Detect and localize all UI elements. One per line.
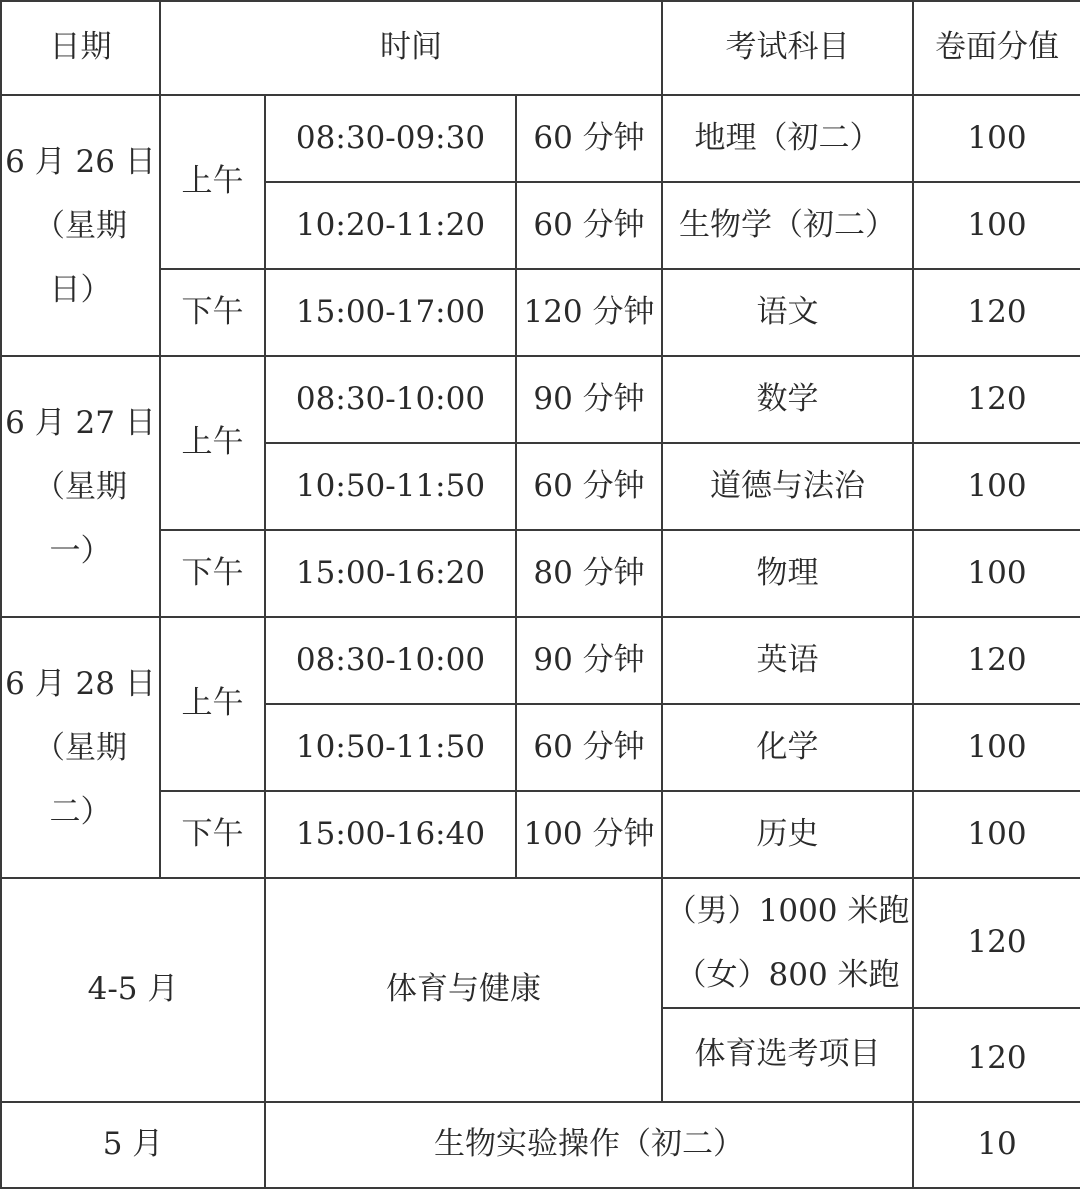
pe-item-line: （男）1000 米跑 (665, 893, 910, 929)
exam-time: 10:50-11:50 (265, 443, 516, 530)
exam-score: 100 (913, 704, 1080, 791)
exam-duration: 60 分钟 (516, 182, 662, 269)
pe-item-run (662, 878, 913, 1008)
header-date: 日期 (1, 1, 160, 95)
date-line: 6 月 26 日 (5, 143, 156, 180)
pe-date: 4-5 月 (1, 878, 265, 1102)
bio-lab-date: 5 月 (1, 1102, 265, 1188)
exam-time: 10:20-11:20 (265, 182, 516, 269)
exam-time: 10:50-11:50 (265, 704, 516, 791)
pe-item-line: （女）800 米跑 (675, 957, 900, 993)
date-line: （星期 (34, 729, 127, 766)
table-row (1, 269, 1080, 356)
date-cell (1, 95, 160, 356)
exam-score: 100 (913, 791, 1080, 878)
header-time: 时间 (160, 1, 662, 95)
date-cell (1, 617, 160, 878)
exam-subject: 生物学（初二） (662, 182, 913, 269)
table-row (1, 530, 1080, 617)
exam-subject: 历史 (662, 791, 913, 878)
header-subject: 考试科目 (662, 1, 913, 95)
exam-duration: 60 分钟 (516, 443, 662, 530)
exam-time: 08:30-10:00 (265, 356, 516, 443)
exam-score: 100 (913, 443, 1080, 530)
date-line: 6 月 28 日 (5, 665, 156, 702)
exam-duration: 100 分钟 (516, 791, 662, 878)
table-row (1, 95, 1080, 182)
exam-score: 100 (913, 530, 1080, 617)
pe-item-elective: 体育选考项目 (662, 1008, 913, 1102)
exam-subject: 英语 (662, 617, 913, 704)
date-line: （星期 (34, 207, 127, 244)
table-row (1, 356, 1080, 443)
exam-score: 120 (913, 356, 1080, 443)
afternoon-label: 下午 (160, 530, 265, 617)
exam-score: 100 (913, 95, 1080, 182)
morning-label: 上午 (160, 617, 265, 791)
exam-subject: 地理（初二） (662, 95, 913, 182)
table-row (1, 617, 1080, 704)
date-line: 6 月 27 日 (5, 404, 156, 441)
exam-duration: 80 分钟 (516, 530, 662, 617)
exam-time: 15:00-16:20 (265, 530, 516, 617)
exam-time: 15:00-16:40 (265, 791, 516, 878)
date-line: 日） (49, 271, 112, 308)
morning-label: 上午 (160, 356, 265, 530)
exam-time: 08:30-10:00 (265, 617, 516, 704)
exam-score: 120 (913, 269, 1080, 356)
bio-lab-score: 10 (913, 1102, 1080, 1188)
pe-item-run-score: 120 (913, 878, 1080, 1008)
afternoon-label: 下午 (160, 269, 265, 356)
morning-label: 上午 (160, 95, 265, 269)
exam-score: 120 (913, 617, 1080, 704)
date-line: （星期 (34, 468, 127, 505)
header-score: 卷面分值 (913, 1, 1080, 95)
pe-name: 体育与健康 (265, 878, 662, 1102)
table-row (1, 1102, 1080, 1188)
exam-subject: 道德与法治 (662, 443, 913, 530)
exam-duration: 120 分钟 (516, 269, 662, 356)
exam-time: 08:30-09:30 (265, 95, 516, 182)
exam-duration: 60 分钟 (516, 704, 662, 791)
date-cell (1, 356, 160, 617)
table-row (1, 878, 1080, 1008)
exam-duration: 90 分钟 (516, 617, 662, 704)
exam-time: 15:00-17:00 (265, 269, 516, 356)
date-line: 一） (49, 532, 112, 569)
exam-duration: 90 分钟 (516, 356, 662, 443)
afternoon-label: 下午 (160, 791, 265, 878)
pe-item-elective-score: 120 (913, 1008, 1080, 1102)
header-row (1, 1, 1080, 95)
exam-subject: 语文 (662, 269, 913, 356)
bio-lab-name: 生物实验操作（初二） (265, 1102, 913, 1188)
exam-subject: 物理 (662, 530, 913, 617)
exam-duration: 60 分钟 (516, 95, 662, 182)
date-line: 二） (49, 793, 112, 830)
exam-score: 100 (913, 182, 1080, 269)
exam-subject: 化学 (662, 704, 913, 791)
exam-subject: 数学 (662, 356, 913, 443)
table-row (1, 791, 1080, 878)
